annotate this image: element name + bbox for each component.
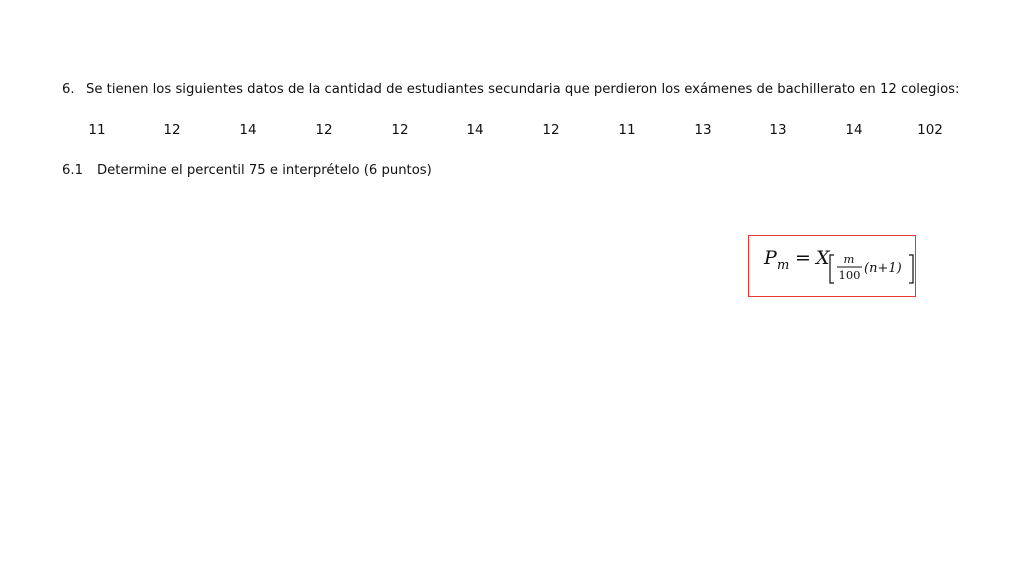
data-value: 11 <box>618 122 636 138</box>
left-bracket <box>830 255 834 283</box>
formula-lhs-subscript: m <box>777 258 790 273</box>
question-number: 6. <box>62 82 75 97</box>
question-text: Se tienen los siguientes datos de la cantidad de estudiantes secundaria que perdieron los exámenes de bachillerato en 12 colegios: <box>86 82 960 97</box>
percentile-formula <box>749 236 917 298</box>
data-value: 102 <box>917 122 943 138</box>
data-value: 14 <box>466 122 484 138</box>
data-value: 14 <box>845 122 863 138</box>
subquestion-number: 6.1 <box>62 163 83 178</box>
data-value: 14 <box>239 122 257 138</box>
data-values-row <box>0 122 1024 142</box>
formula-factor: (n+1) <box>864 261 902 276</box>
question-6 <box>62 82 959 97</box>
right-bracket <box>909 255 913 283</box>
percentile-formula-box <box>748 235 916 297</box>
subquestion-text: Determine el percentil 75 e interprételo (6 puntos) <box>97 163 432 178</box>
data-value: 12 <box>391 122 409 138</box>
formula-equals: = <box>795 247 811 269</box>
formula-rhs-symbol: X <box>816 247 830 269</box>
data-value: 13 <box>769 122 787 138</box>
data-value: 11 <box>88 122 106 138</box>
formula-lhs-symbol: P <box>764 247 777 269</box>
data-value: 12 <box>163 122 181 138</box>
data-value: 12 <box>315 122 333 138</box>
fraction-numerator: m <box>843 252 855 266</box>
subquestion-6-1 <box>62 163 432 178</box>
data-value: 12 <box>542 122 560 138</box>
fraction-denominator: 100 <box>838 268 861 282</box>
data-value: 13 <box>694 122 712 138</box>
